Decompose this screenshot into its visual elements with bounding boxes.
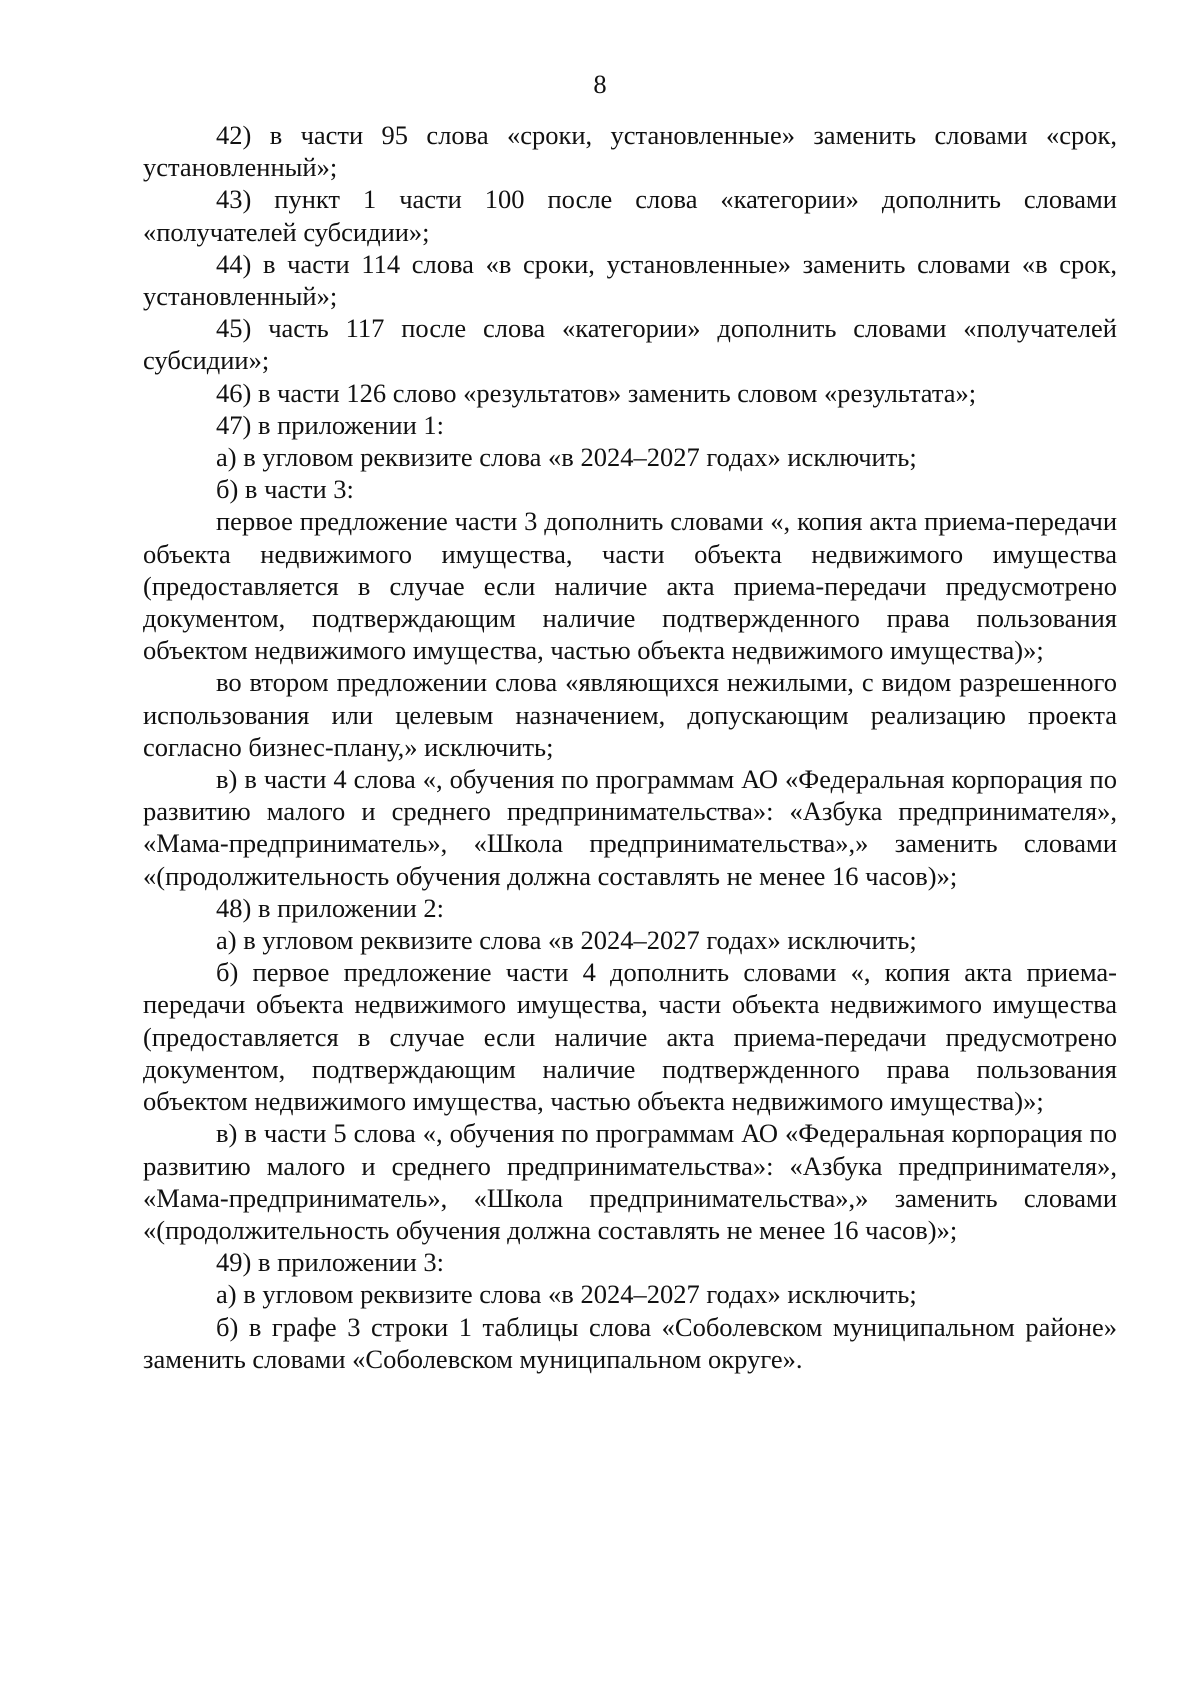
- paragraph-item-46: 46) в части 126 слово «результатов» заменить словом «результата»;: [216, 377, 977, 408]
- paragraph-47b-second-sentence: во втором предложении слова «являющихся нежилыми, с видом разрешенного использования или целевым назначением, допускающим реализацию проекта согласно бизнес-плану,» исключить;: [143, 667, 1117, 762]
- paragraph-item-49: 49) в приложении 3:: [216, 1247, 445, 1278]
- page-number: 8: [593, 69, 607, 99]
- paragraph-subitem-48a: а) в угловом реквизите слова «в 2024–2027 годах» исключить;: [216, 925, 917, 956]
- paragraph-subitem-49b: б) в графе 3 строки 1 таблицы слова «Соболевском муниципальном районе» заменить словами «Соболевском муниципальном округе».: [143, 1311, 1117, 1374]
- paragraph-subitem-47v: в) в части 4 слова «, обучения по программам АО «Федеральная корпорация по развитию малого и среднего предпринимательства»: «Азбука предпринимателя», «Мама-предприниматель», «Школа предпринимательства»,» заменить словами «(продолжительность обучения должна составлять не менее 16 часов)»;: [143, 764, 1117, 891]
- document-body: [143, 119, 1117, 1375]
- paragraph-subitem-48v: в) в части 5 слова «, обучения по программам АО «Федеральная корпорация по развитию малого и среднего предпринимательства»: «Азбука предпринимателя», «Мама-предприниматель», «Школа предпринимательства»,» заменить словами «(продолжительность обучения должна составлять не менее 16 часов)»;: [143, 1118, 1117, 1245]
- paragraph-item-45: 45) часть 117 после слова «категории» дополнить словами «получателей субсидии»;: [143, 313, 1117, 376]
- paragraph-item-48: 48) в приложении 2:: [216, 892, 445, 923]
- paragraph-subitem-49a: а) в угловом реквизите слова «в 2024–2027 годах» исключить;: [216, 1279, 917, 1310]
- paragraph-item-47: 47) в приложении 1:: [216, 409, 445, 440]
- paragraph-item-42: 42) в части 95 слова «сроки, установленные» заменить словами «срок, установленный»;: [143, 120, 1117, 183]
- paragraph-item-44: 44) в части 114 слова «в сроки, установленные» заменить словами «в срок, установленный»;: [143, 248, 1117, 312]
- paragraph-item-43: 43) пункт 1 части 100 после слова «категории» дополнить словами «получателей субсидии»;: [143, 184, 1117, 247]
- paragraph-subitem-47b: б) в части 3:: [216, 474, 354, 505]
- paragraph-47b-first-sentence: первое предложение части 3 дополнить словами «, копия акта приема-передачи объекта недвижимого имущества, части объекта недвижимого имущества (предоставляется в случае если наличие акта приема-передачи предусмотрено документом, подтверждающим наличие подтвержденного права пользования объектом недвижимого имущества, частью объекта недвижимого имущества)»;: [143, 506, 1117, 666]
- paragraph-subitem-47a: а) в угловом реквизите слова «в 2024–2027 годах» исключить;: [216, 442, 917, 473]
- paragraph-subitem-48b: б) первое предложение части 4 дополнить словами «, копия акта приема-передачи объекта недвижимого имущества, части объекта недвижимого имущества (предоставляется в случае если наличие акта приема-передачи предусмотрено документом, подтверждающим наличие подтвержденного права пользования объектом недвижимого имущества, частью объекта недвижимого имущества)»;: [143, 957, 1117, 1117]
